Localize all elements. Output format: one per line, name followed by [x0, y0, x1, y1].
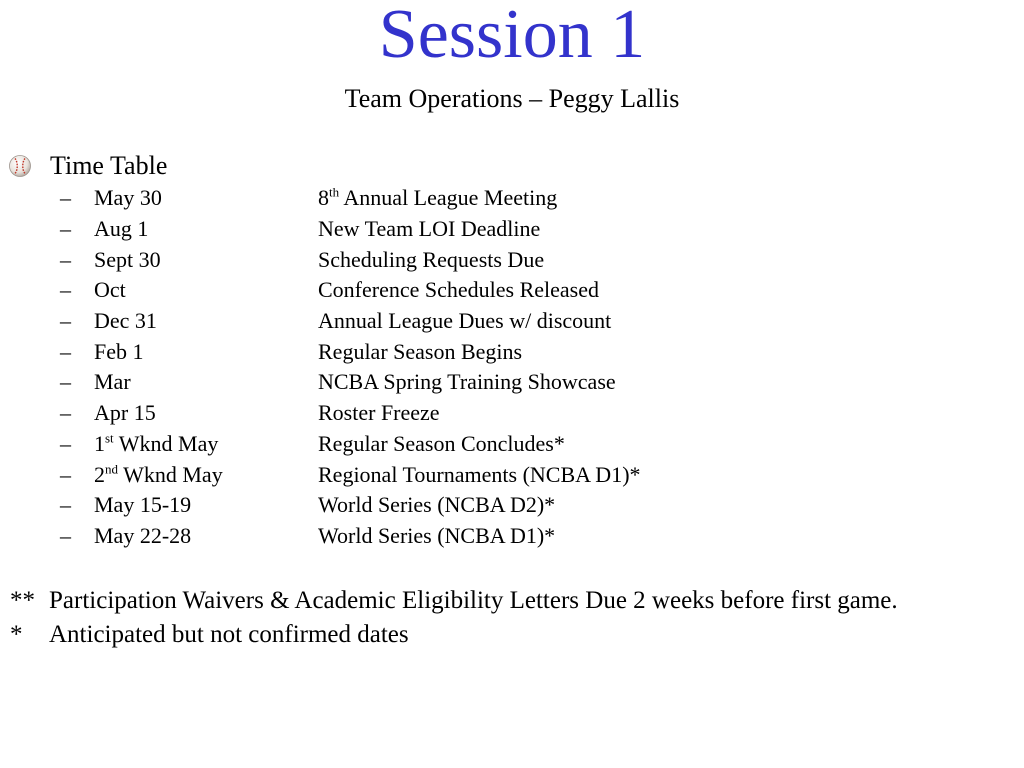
- schedule-event: Roster Freeze: [318, 400, 440, 426]
- schedule-date: Oct: [94, 277, 126, 303]
- schedule-item: [60, 398, 641, 429]
- schedule-date: May 22-28: [94, 522, 192, 548]
- dash: –: [60, 430, 71, 456]
- footnote-anticipated: [10, 618, 898, 652]
- dash: –: [60, 277, 71, 303]
- dash: –: [60, 338, 71, 364]
- dash: –: [60, 522, 71, 548]
- schedule-item: [60, 459, 641, 490]
- schedule-item: [60, 244, 641, 275]
- schedule-event: Regional Tournaments (NCBA D1)*: [318, 461, 641, 487]
- dash: –: [60, 461, 71, 487]
- dash: –: [60, 400, 71, 426]
- footnote-mark: *: [10, 621, 23, 648]
- schedule-event: NCBA Spring Training Showcase: [318, 369, 616, 395]
- schedule-date: Apr 15: [94, 400, 156, 426]
- footnote-text: Anticipated but not confirmed dates: [49, 621, 409, 648]
- footnotes: [10, 584, 898, 652]
- schedule-item: [60, 214, 641, 245]
- schedule-item: [60, 336, 641, 367]
- schedule-date: Dec 31: [94, 308, 157, 334]
- schedule-date: Feb 1: [94, 338, 144, 364]
- bullet-label: Time Table: [50, 151, 168, 180]
- schedule-date: May 30: [94, 185, 162, 211]
- schedule-item: [60, 429, 641, 460]
- schedule-item: [60, 183, 641, 214]
- dash: –: [60, 369, 71, 395]
- schedule-item: [60, 275, 641, 306]
- schedule-event: Scheduling Requests Due: [318, 246, 545, 272]
- dash: –: [60, 246, 71, 272]
- baseball-icon: [8, 154, 32, 178]
- schedule-event: Regular Season Begins: [318, 338, 523, 364]
- schedule-date: 2nd Wknd May: [94, 461, 223, 487]
- schedule-date: May 15-19: [94, 492, 192, 518]
- schedule-item: [60, 490, 641, 521]
- schedule-event: World Series (NCBA D2)*: [318, 492, 556, 518]
- bullet-time-table: [8, 150, 167, 182]
- footnote-text: Participation Waivers & Academic Eligibility Letters Due 2 weeks before first game.: [49, 587, 898, 614]
- schedule-event: Conference Schedules Released: [318, 277, 599, 303]
- dash: –: [60, 216, 71, 242]
- slide-title: Session 1: [378, 0, 646, 73]
- schedule-event: Annual League Dues w/ discount: [318, 308, 612, 334]
- schedule-event: Regular Season Concludes*: [318, 430, 565, 456]
- schedule-date: Sept 30: [94, 246, 161, 272]
- schedule-list: [60, 183, 641, 551]
- slide-subtitle: Team Operations – Peggy Lallis: [344, 84, 680, 113]
- footnote-mark: **: [10, 587, 35, 614]
- dash: –: [60, 185, 71, 211]
- schedule-event: World Series (NCBA D1)*: [318, 522, 556, 548]
- schedule-item: [60, 306, 641, 337]
- schedule-item: [60, 367, 641, 398]
- schedule-date: Mar: [94, 369, 131, 395]
- schedule-item: [60, 521, 641, 552]
- dash: –: [60, 492, 71, 518]
- dash: –: [60, 308, 71, 334]
- schedule-event: New Team LOI Deadline: [318, 216, 541, 242]
- schedule-date: 1st Wknd May: [94, 430, 219, 456]
- footnote-waivers: [10, 584, 898, 618]
- schedule-date: Aug 1: [94, 216, 149, 242]
- schedule-event: 8th Annual League Meeting: [318, 185, 558, 211]
